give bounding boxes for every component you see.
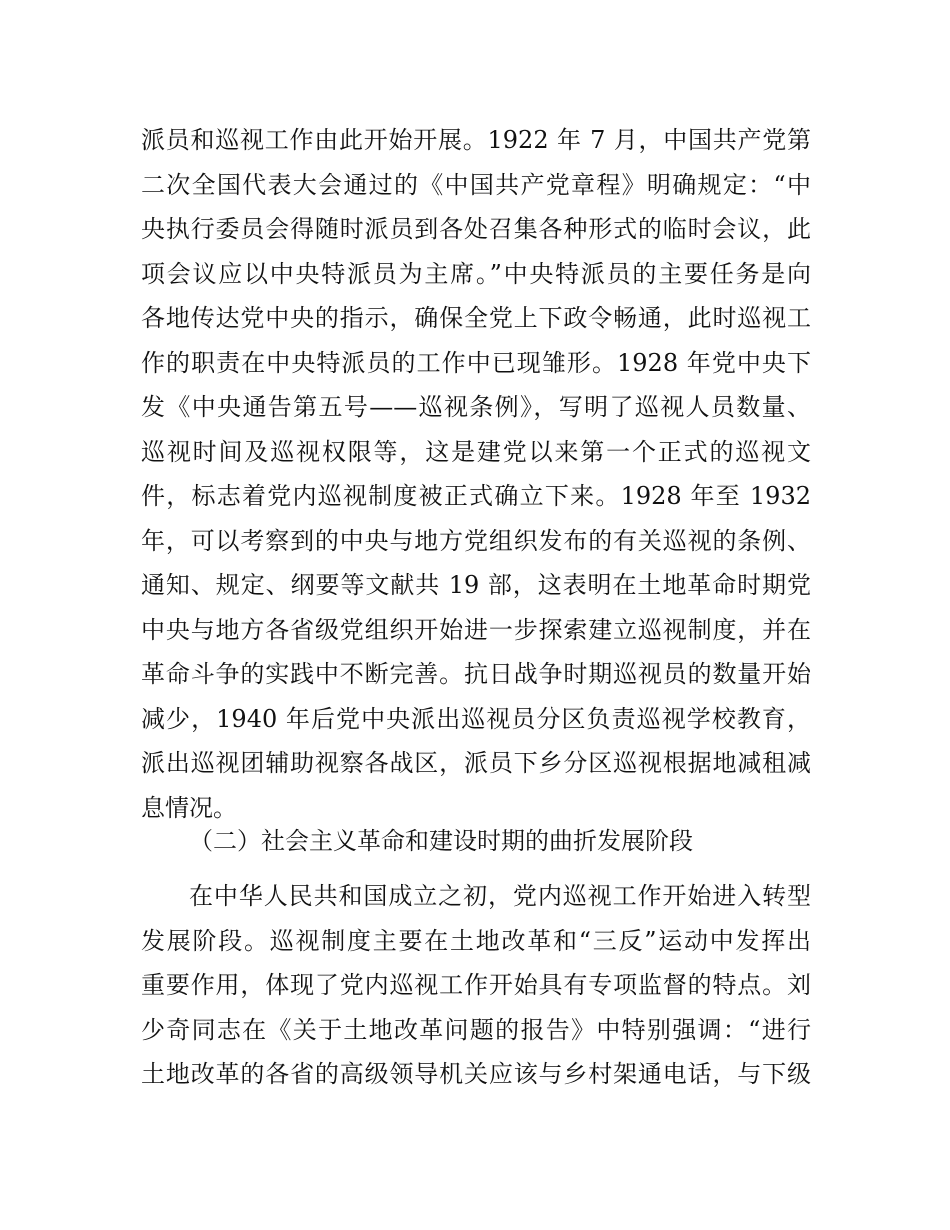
text-line: 重要作用，体现了党内巡视工作开始具有专项监督的特点。刘 — [141, 971, 811, 999]
text-line: 息情况。 — [141, 793, 237, 822]
text-line: 少奇同志在《关于土地改革问题的报告》中特别强调：“进行 — [141, 1015, 811, 1044]
text-line: 土地改革的各省的高级领导机关应该与乡村架通电话，与下级 — [141, 1060, 811, 1088]
section-heading — [141, 819, 811, 864]
text-line: 项会议应以中央特派员为主席。”中央特派员的主要任务是向 — [141, 259, 811, 288]
text-line: 二次全国代表大会通过的《中国共产党章程》明确规定：“中 — [141, 170, 811, 199]
text-line: 作的职责在中央特派员的工作中已现雏形。1928 年党中央下 — [141, 348, 811, 377]
text-line: 巡视时间及巡视权限等，这是建党以来第一个正式的巡视文 — [141, 437, 811, 466]
text-line: 发展阶段。巡视制度主要在土地改革和“三反”运动中发挥出 — [141, 926, 811, 955]
text-line: 通知、规定、纲要等文献共 19 部，这表明在土地革命时期党 — [141, 571, 811, 599]
text-line: 在中华人民共和国成立之初，党内巡视工作开始进入转型 — [189, 882, 811, 910]
heading-text: （二）社会主义革命和建设时期的曲折发展阶段 — [189, 827, 693, 855]
paragraph-1 — [141, 118, 811, 830]
text-line: 减少，1940 年后党中央派出巡视员分区负责巡视学校教育， — [141, 704, 811, 733]
text-line: 中央与地方各省级党组织开始进一步探索建立巡视制度，并在 — [141, 615, 811, 644]
text-line: 央执行委员会得随时派员到各处召集各种形式的临时会议，此 — [141, 215, 811, 243]
text-line: 年，可以考察到的中央与地方党组织发布的有关巡视的条例、 — [141, 526, 811, 555]
text-line: 派出巡视团辅助视察各战区，派员下乡分区巡视根据地减租减 — [141, 749, 811, 777]
text-line: 发《中央通告第五号——巡视条例》，写明了巡视人员数量、 — [141, 393, 811, 421]
text-line: 派员和巡视工作由此开始开展。1922 年 7 月，中国共产党第 — [141, 126, 811, 154]
text-line: 各地传达党中央的指示，确保全党上下政令畅通，此时巡视工 — [141, 304, 811, 332]
paragraph-2 — [141, 874, 811, 1097]
text-line: 革命斗争的实践中不断完善。抗日战争时期巡视员的数量开始 — [141, 660, 811, 688]
text-line: 件，标志着党内巡视制度被正式确立下来。1928 年至 1932 — [141, 482, 811, 510]
